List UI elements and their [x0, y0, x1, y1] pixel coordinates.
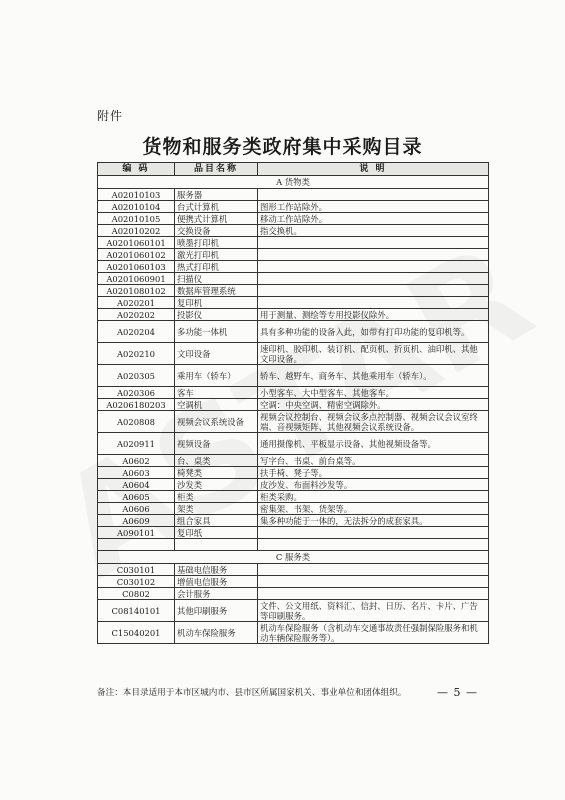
desc-cell: 指交换机。	[258, 225, 489, 237]
code-cell: C15040201	[98, 622, 175, 644]
code-cell: A0604	[98, 479, 175, 491]
name-cell: 其他印刷服务	[175, 600, 258, 622]
desc-cell	[258, 588, 489, 600]
table-row	[98, 285, 489, 297]
code-cell: A0609	[98, 515, 175, 527]
code-cell: A020204	[98, 321, 175, 343]
desc-cell: 用于测量、测绘等专用投影仪除外。	[258, 309, 489, 321]
name-cell: 热式打印机	[175, 261, 258, 273]
table-row	[98, 588, 489, 600]
name-cell	[175, 539, 258, 551]
code-cell: A020201	[98, 297, 175, 309]
attachment-label: 附件	[97, 109, 124, 123]
table-row	[98, 261, 489, 273]
name-cell: 架类	[175, 503, 258, 515]
table-row	[98, 411, 489, 433]
name-cell: 空调机	[175, 399, 258, 411]
table-row	[98, 309, 489, 321]
code-cell: A020808	[98, 411, 175, 433]
section-label: A 货物类	[98, 176, 489, 189]
code-cell	[98, 539, 175, 551]
table-row	[98, 387, 489, 399]
desc-cell	[258, 273, 489, 285]
desc-cell: 速印机、胶印机、装订机、配页机、折页机、油印机、其他文印设备。	[258, 343, 489, 365]
name-cell: 文印设备	[175, 343, 258, 365]
section-row	[98, 551, 489, 564]
name-cell: 数据库管理系统	[175, 285, 258, 297]
table-row	[98, 503, 489, 515]
table-row	[98, 564, 489, 576]
code-cell: A0602	[98, 455, 175, 467]
name-cell: 椅凳类	[175, 467, 258, 479]
name-cell: 柜类	[175, 491, 258, 503]
desc-cell: 具有多种功能的设备入此，如带有打印功能的复印机等。	[258, 321, 489, 343]
table-row	[98, 343, 489, 365]
table-header-row	[98, 163, 489, 176]
section-row	[98, 176, 489, 189]
name-cell: 机动车保险服务	[175, 622, 258, 644]
desc-cell: 写字台、书桌、前台桌等。	[258, 455, 489, 467]
table-row	[98, 622, 489, 644]
code-cell: A020911	[98, 433, 175, 455]
code-cell: A0605	[98, 491, 175, 503]
code-cell: A0606	[98, 503, 175, 515]
table-row	[98, 201, 489, 213]
desc-cell	[258, 237, 489, 249]
code-cell: A0201080102	[98, 285, 175, 297]
col-header-name: 品目名称	[175, 163, 258, 176]
desc-cell: 轿车、越野车、商务车、其他乘用车（轿车）。	[258, 365, 489, 387]
code-cell: C030101	[98, 564, 175, 576]
table-row	[98, 467, 489, 479]
col-header-code: 编 码	[98, 163, 175, 176]
col-header-desc: 说 明	[258, 163, 489, 176]
name-cell: 激光打印机	[175, 249, 258, 261]
table-body	[98, 176, 489, 644]
table-row	[98, 600, 489, 622]
table-row	[98, 455, 489, 467]
desc-cell: 文件、公文用纸、资料汇、信封、日历、名片、卡片、广告等印刷服务。	[258, 600, 489, 622]
code-cell: A0201060901	[98, 273, 175, 285]
code-cell: A0603	[98, 467, 175, 479]
name-cell: 喷墨打印机	[175, 237, 258, 249]
table-row	[98, 273, 489, 285]
table-row	[98, 189, 489, 201]
desc-cell	[258, 261, 489, 273]
code-cell: A02010104	[98, 201, 175, 213]
table-row	[98, 527, 489, 539]
code-cell: A0201060103	[98, 261, 175, 273]
name-cell: 增值电信服务	[175, 576, 258, 588]
table-row	[98, 237, 489, 249]
name-cell: 台式计算机	[175, 201, 258, 213]
desc-cell	[258, 285, 489, 297]
desc-cell: 扶手椅、凳子等。	[258, 467, 489, 479]
procurement-table	[97, 162, 489, 644]
name-cell: 交换设备	[175, 225, 258, 237]
name-cell: 多功能一体机	[175, 321, 258, 343]
desc-cell: 机动车保险服务（含机动车交通事故责任强制保险服务和机动车辆保险服务等）。	[258, 622, 489, 644]
desc-cell: 通用摄像机、平板显示设备、其他视频设备等。	[258, 433, 489, 455]
code-cell: C030102	[98, 576, 175, 588]
code-cell: A02010105	[98, 213, 175, 225]
table-row	[98, 576, 489, 588]
name-cell: 客车	[175, 387, 258, 399]
footnote: 备注：本目录适用于本市区城内市、县市区所属国家机关、事业单位和团体组织。	[97, 688, 407, 698]
table-row	[98, 433, 489, 455]
name-cell: 投影仪	[175, 309, 258, 321]
code-cell: A0201060101	[98, 237, 175, 249]
name-cell: 台、桌类	[175, 455, 258, 467]
code-cell: A020202	[98, 309, 175, 321]
desc-cell: 移动工作站除外。	[258, 213, 489, 225]
table-row	[98, 479, 489, 491]
table-row	[98, 399, 489, 411]
desc-cell	[258, 249, 489, 261]
name-cell: 扫描仪	[175, 273, 258, 285]
table-row	[98, 515, 489, 527]
code-cell: A090101	[98, 527, 175, 539]
desc-cell: 空调：中央空调、精密空调除外。	[258, 399, 489, 411]
table-row	[98, 539, 489, 551]
table-row	[98, 213, 489, 225]
name-cell: 会计服务	[175, 588, 258, 600]
name-cell: 视频会议系统设备	[175, 411, 258, 433]
table-row	[98, 297, 489, 309]
table-row	[98, 491, 489, 503]
desc-cell	[258, 297, 489, 309]
code-cell: A020306	[98, 387, 175, 399]
desc-cell	[258, 527, 489, 539]
desc-cell	[258, 576, 489, 588]
name-cell: 沙发类	[175, 479, 258, 491]
code-cell: A020305	[98, 365, 175, 387]
desc-cell: 柜类采购。	[258, 491, 489, 503]
table-row	[98, 365, 489, 387]
code-cell: C0802	[98, 588, 175, 600]
table-row	[98, 225, 489, 237]
desc-cell: 皮沙发、布面料沙发等。	[258, 479, 489, 491]
desc-cell	[258, 189, 489, 201]
code-cell: A0201060102	[98, 249, 175, 261]
desc-cell: 小型客车、大中型客车、其他客车。	[258, 387, 489, 399]
code-cell: A02010202	[98, 225, 175, 237]
name-cell: 服务器	[175, 189, 258, 201]
name-cell: 复印机	[175, 297, 258, 309]
name-cell: 组合家具	[175, 515, 258, 527]
desc-cell	[258, 564, 489, 576]
name-cell: 视频设备	[175, 433, 258, 455]
desc-cell: 密集架、书架、货架等。	[258, 503, 489, 515]
table-row	[98, 249, 489, 261]
code-cell: C08140101	[98, 600, 175, 622]
name-cell: 便携式计算机	[175, 213, 258, 225]
name-cell: 基础电信服务	[175, 564, 258, 576]
code-cell: A020210	[98, 343, 175, 365]
name-cell: 乘用车（轿车）	[175, 365, 258, 387]
table-row	[98, 321, 489, 343]
name-cell: 复印纸	[175, 527, 258, 539]
document-title: 货物和服务类政府集中采购目录	[142, 136, 423, 158]
page-number: — 5 —	[437, 686, 478, 699]
desc-cell: 集多种功能于一体的，无法拆分的成套家具。	[258, 515, 489, 527]
desc-cell: 视频会议控制台、视频会议多点控制器、视频会议会议室终端、音视频矩阵、其他视频会议系统设备。	[258, 411, 489, 433]
code-cell: A0206180203	[98, 399, 175, 411]
desc-cell	[258, 539, 489, 551]
desc-cell: 图形工作站除外。	[258, 201, 489, 213]
code-cell: A02010103	[98, 189, 175, 201]
section-label: C 服务类	[98, 551, 489, 564]
